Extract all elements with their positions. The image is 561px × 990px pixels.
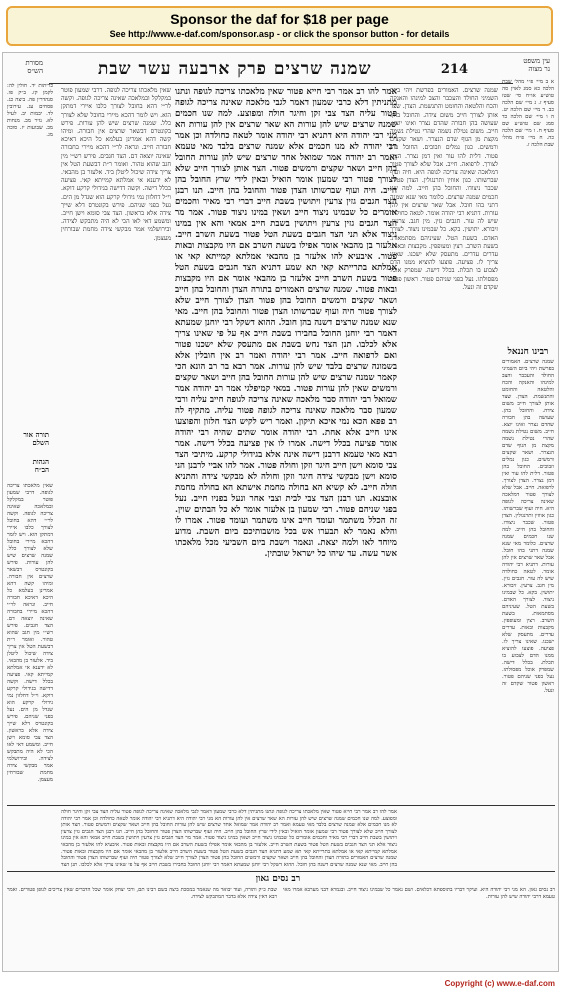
sponsor-details: See http://www.e-daf.com/sponsor.asp - or click the sponsor button - for details bbox=[109, 29, 450, 39]
gemara-main-text: אמר להו רב אמר רבי חייא פטור שאין מלאכתו צריכה לגופה ונתנו מתניתין דלא כרבי שמעון דאמר לגבי מלאכה שאינה צריכה לגופה פטור עליה הצד צבי זקן וחיגר חולה ומפוצע. למה שנו חכמים שמנה שרצים שיש להן עורות הא שאר שרצים אין להן עורות הא מני רבי יהודה היא דתניא רבי יהודה אומר לטאה כחולדה וכן אמר רבי יהודה לא מנו חכמים אלא שמנה שרצים בלבד מאי טעמא ואמר רב יהודה אמר שמואל אחד שרצים שיש להן עורות החובל בהן חייב ושאר שקצים ורמשים פטור. הצד אותן לצורך חייב שלא לצורך פטור רבי שמעון אומר הואיל ובאין לידי שרץ החובל בהן חייב. חיה ועוף שברשותו הצדן פטור והחובל בהן חייב. תנו רבנן הצד חגבים גזין צרעין ויתושין בשבת חייב דברי רבי מאיר וחכמים אומרים כל שבמינו ניצוד חייב ושאין במינו ניצוד פטור. אמר מר הצד חגבים גזין צרעין ויתושין בשבת חייב אמאי והא אין במינו ניצוד אלא תני הצד חגבים בשעת הטל פטור בשעת השרב חייב. אלעזר בן מהבאי אומר אפילו בשעת השרב אם היו מקבצות ובאות פטור. איבעיא להו אלעזר בן מהבאי אמלתא קמייתא קאי או אמלתא בתרייתא קאי תא שמע דתניא הצד חגבים בשעת הטל פטור בשעת השרב חייב אלעזר בן מהבאי אומר אם היו מקבצות ובאות פטור. שמנה שרצים האמורים בתורה הצדן והחובל בהן חייב ושאר שקצים ורמשים החובל בהן פטור הצדן לצורך חייב שלא לצורך פטור חיה ועוף שברשותו הצדן פטור והחובל בהן חייב. מאי שנא שמנה שרצים דשנה בהן חובל. ההוא דשקל רבי יוחנן שמעתא דאמר רבי יוחנן החובל בחבירו בשבת חייב אף על פי שאינו צריך אלא לכלבו. תנן הצד נחש בשבת אם מתעסק שלא ישכנו פטור ואם לרפואה חייב. אמר רבי יהודה ואמר רב אין חובלין אלא בשמונה שרצים בלבד שיש להן עורות. אמר רבא בר רב הונא הכי קאמר שמנה שרצים שיש להן עורות החובל בהן חייב ושאר שקצים ורמשים שאין להן עורות פטור. במאי קמיפלגי אמר רב יהודה אמר שמואל רבי יהודה סבר מלאכה שאינה צריכה לגופה חייב עליה ורבי שמעון סבר מלאכה שאינה צריכה לגופה פטור עליה. מתקיף לה רב פפא הכא נמי איכא תיקון. ואמר ריש לקיש הצד חלזון והפוצעו אינו חייב אלא אחת. רבי יהודה אומר שתים שהיה רבי יהודה אומר פציעה בכלל דישה. אמרו לו אין פציעה בכלל דישה. אמר רבא מאי טעמא דרבנן דישה אינה אלא בגידולי קרקע. מיתיבי הצד צבי סומא וישן חייב חיגר וזקן וחולה פטור. אמר להו אביי לרבנן הני סומא וישן מבקשי צידה חיגר וזקן וחולה לא מבקשי צידה והתניא חולה חייב. לא קשיא הא בחולה מחמת אישתא הא בחולה מחמת אובצנא. תנו רבנן הצד צבי לבית וצבי אחר ונעל בפניו חייב. נעל בפני שניהם פטור. רבי שמעון בן אלעזר אומר לא כל הבתים שוין. זה הכלל משתמר ועומד חייב אינו משתמר ועומד פטור. אמרו לו והלא נאמר לא תבערו אש בכל מושבותיכם ביום השבת. מדוע מיוחד לאו ולמה יצאת. ונאמר וישבת ביום השביעי מכל מלאכתו אשר עשה. עד שיהו כל ישראל שובתין. bbox=[175, 87, 397, 559]
masoret-hashas-label: מסורת הש״ס bbox=[25, 59, 43, 75]
ein-mishpat-label: עין משפט נר מצוה bbox=[523, 57, 550, 73]
footer-right-commentary: רב נסים גאון. הא מני רבי יהודה היא. ועיקר דבריו בתוספתא דכלאים. ושם נאמר כל שבמינו ניצוד חייב. ובגמרא דבני מערבא אמרו מאי טעמא דרבי יהודה שיש להן עורות. bbox=[283, 887, 555, 900]
tosafot-column: שאין מלאכתו צריכה לגופה. דרבי שמעון פוטר במקלקל ובמלאכה שאינה צריכה לגופה. וקשה לר״י דהא בחובל לצורך כלבו איירי דמתקן הוא. ויש לומר דהכא מיירי בחובל שלא לצורך כלל. שמנה שרצים שיש להן עורות. פירש בקונטרס דבשאר שרצים אין חבורה. ומיהו קשה דהא אמרינן בעלמא כל היכא דאיכא חבורה חייב. ונראה לר״י דהכא מיירי בחבורה שאינה יוצאה דם. הצד חגבים. פירש רש״י מין חגב שהוא טהור. ואומר ר״ת דבשעת הטל אין צריך צידה שיכול ליטלן ביד. אלעזר בן מהבאי. לא ידענא אי אמלתא קמייתא קאי. פציעה בכלל דישה. וקשה דדישה בגידולי קרקע דוקא. וי״ל דחלזון נמי גידולי קרקע הוא שגדל מן הים. נעל בפני שניהם. פירש בקונטרס דלא שייך צידה אלא בראשון. הצד צבי סומא וישן חייב. ומשמע דאי לאו הכי לא היה מתבקש לצידה. ובירושלמי אמר מבקשי צידה מחמת שבורחין מעצמן. bbox=[61, 87, 171, 242]
talmud-page bbox=[2, 52, 559, 972]
rabbeinu-chananel-heading: רבינו חננאל bbox=[507, 347, 549, 357]
sponsor-headline[interactable]: Sponsor the daf for $18 per page bbox=[170, 11, 389, 27]
glosses-label: הגהות הב״ח bbox=[32, 457, 49, 474]
rashi-column: שמנה שרצים. האמורים בפרשת ויהי ביום השמיני החולד והעכבר והצב למינהו והאנקה והכח והלטאה והחומט והתנשמת. הצדן. שצד אותן לצורך חייב משום צידה. והחובל בהן. שעושה בהן חבורה שהדם נצרר ואינו יוצא. חייב. משום נטילת נשמה שהרי נטילת נשמה מקצת מן הגוף שדם הנצרר. ושאר שקצים ורמשים. כגון נמלים וזבובים. החובל בהן פטור. דלית להו עור ואין דמן נצרר. הצדן לצורך. לרפואה. חייב. אבל שלא לצורך פטור דמלאכה שאינה צריכה לגופה היא. חיה ועוף שברשותו. כגון אווזין ותרנגולין. הצדן פטור. שכבר ניצודו. והחובל בהן חייב. למה שנו חכמים שמנה שרצים. כלומר מאי שנא שמנה דתני בהו חובל. אבל שאר שרצים אין להן עורות. דתניא רבי יהודה אומר. לטאה כחולדה שיש לה עור. חגבים גזין. מין חגב. צרעין. זיבורא. יתושין. בקא. כל שבמינו ניצוד. לצורך האדם. בשעת הטל. שעיניהם מסתמאות. בשעת השרב. רצין ומעופפין. מקבצות ובאות. עדרים עדרים. מתעסק שלא ישכנו. שאינו צריך לו. פציעה. פוצעו להוציא ממנו הדם לצבוע בו תכלת. בכלל דישה. שמפרק אוכל מפסולתו. נעל בפני שניהם פטור. ראשון פטור שקדם זה ונעל. bbox=[390, 87, 498, 291]
torah-or-label: תורה אור השלם bbox=[23, 430, 49, 447]
ein-mishpat-column: א ב מיי׳ פ״י מהל׳ שבת הלכה כא סמג לאוין סה טוש״ע או״ח סי׳ שטז סעיף ז. ג מיי׳ שם הלכה כב. ד מיי׳ שם הלכה יט. ה ו מיי׳ שם הלכה כד סמג שם טוש״ע שם סעיף ח. ז מיי׳ שם הלכה כה. ח מיי׳ פ״ח מהל׳ שבת הלכה ז. bbox=[502, 79, 554, 148]
hagahot-column: שאין מלאכתו צריכה לגופה. דרבי שמעון פוטר במקלקל ובמלאכה שאינה צריכה לגופה. וקשה לר״י דהא בחובל לצורך כלבו איירי דמתקן הוא. ויש לומר דהכא מיירי בחובל שלא לצורך כלל. שמנה שרצים שיש להן עורות. פירש בקונטרס דבשאר שרצים אין חבורה. ומיהו קשה דהא אמרינן בעלמא כל היכא דאיכא חבורה חייב. ונראה לר״י דהכא מיירי בחבורה שאינה יוצאה דם. הצד חגבים. פירש רש״י מין חגב שהוא טהור. ואומר ר״ת דבשעת הטל אין צריך צידה שיכול ליטלן ביד. אלעזר בן מהבאי. לא ידענא אי אמלתא קמייתא קאי. פציעה בכלל דישה. וקשה דדישה בגידולי קרקע דוקא. וי״ל דחלזון נמי גידולי קרקע הוא שגדל מן הים. נעל בפני שניהם. פירש בקונטרס דלא שייך צידה אלא בראשון. הצד צבי סומא וישן חייב. ומשמע דאי לאו הכי לא היה מתבקש לצידה. ובירושלמי אמר מבקשי צידה מחמת שבורחין מעצמן. bbox=[7, 483, 53, 783]
bottom-rule bbox=[7, 871, 555, 872]
rabbeinu-chananel-column: שמנה שרצים. האמורים בפרשת ויהי ביום השמיני החולד והעכבר והצב למינהו והאנקה והכח והלטאה והחומט והתנשמת. הצדן. שצד אותן לצורך חייב משום צידה. והחובל בהן. שעושה בהן חבורה שהדם נצרר ואינו יוצא. חייב. משום נטילת נשמה שהרי נטילת נשמה מקצת מן הגוף שדם הנצרר. ושאר שקצים ורמשים. כגון נמלים וזבובים. החובל בהן פטור. דלית להו עור ואין דמן נצרר. הצדן לצורך. לרפואה. חייב. אבל שלא לצורך פטור דמלאכה שאינה צריכה לגופה היא. חיה ועוף שברשותו. כגון אווזין ותרנגולין. הצדן פטור. שכבר ניצודו. והחובל בהן חייב. למה שנו חכמים שמנה שרצים. כלומר מאי שנא שמנה דתני בהו חובל. אבל שאר שרצים אין להן עורות. דתניא רבי יהודה אומר. לטאה כחולדה שיש לה עור. חגבים גזין. מין חגב. צרעין. זיבורא. יתושין. בקא. כל שבמינו ניצוד. לצורך האדם. בשעת הטל. שעיניהם מסתמאות. בשעת השרב. רצין ומעופפין. מקבצות ובאות. עדרים עדרים. מתעסק שלא ישכנו. שאינו צריך לו. פציעה. פוצעו להוציא ממנו הדם לצבוע בו תכלת. בכלל דישה. שמפרק אוכל מפסולתו. נעל בפני שניהם פטור. ראשון פטור שקדם זה ונעל. bbox=[502, 359, 554, 694]
rav-nissim-gaon-heading: רב נסים גאון bbox=[255, 874, 301, 884]
page-header bbox=[98, 57, 468, 81]
footer-rule bbox=[7, 805, 555, 806]
footer-left-commentary: שבת כ״ק ותורה, ועוד יבואר מה שנאמר במסכת ביצה בשם רבינו תם, ורבי יצחק אומר שכל הדברים שאין צריכים לגופן פטורים. ואמר רבא דאין צידה אלא בדבר המתבקש לצידה. bbox=[7, 887, 277, 900]
copyright-link[interactable]: Copyright (c) www.e-daf.com bbox=[444, 979, 555, 988]
commentary-block-upper: אמר להו רב אמר רבי חייא פטור שאין מלאכתו צריכה לגופה ונתנו מתניתין דלא כרבי שמעון דאמר לגבי מלאכה שאינה צריכה לגופה פטור עליה הצד צבי זקן וחיגר חולה ומפוצע. למה שנו חכמים שמנה שרצים שיש להן עורות הא שאר שרצים אין להן עורות הא מני רבי יהודה היא דתניא רבי יהודה אומר לטאה כחולדה וכן אמר רבי יהודה לא מנו חכמים אלא שמנה שרצים בלבד מאי טעמא ואמר רב יהודה אמר שמואל אחד שרצים שיש להן עורות החובל בהן חייב ושאר שקצים ורמשים פטור. הצד אותן לצורך חייב שלא לצורך פטור רבי שמעון אומר הואיל ובאין לידי שרץ החובל בהן חייב. חיה ועוף שברשותו הצדן פטור והחובל בהן חייב. תנו רבנן הצד חגבים גזין צרעין ויתושין בשבת חייב דברי רבי מאיר וחכמים אומרים כל שבמינו ניצוד חייב ושאין במינו ניצוד פטור. אמר מר הצד חגבים גזין צרעין ויתושין בשבת חייב אמאי והא אין במינו ניצוד אלא תני הצד חגבים בשעת הטל פטור בשעת השרב חייב. אלעזר בן מהבאי אומר אפילו בשעת השרב אם היו מקבצות ובאות פטור. איבעיא להו אלעזר בן מהבאי אמלתא קמייתא קאי או אמלתא בתרייתא קאי תא שמע דתניא הצד חגבים בשעת הטל פטור בשעת השרב חייב אלעזר בן מהבאי אומר אם היו מקבצות ובאות פטור. שמנה שרצים האמורים בתורה הצדן והחובל בהן חייב ושאר שקצים ורמשים החובל בהן פטור הצדן לצורך חייב שלא לצורך פטור חיה ועוף שברשותו הצדן פטור והחובל בהן חייב. מאי שנא שמנה שרצים דשנה בהן חובל. ההוא דשקל רבי יוחנן שמעתא דאמר רבי יוחנן החובל בחבירו בשבת חייב אף על פי שאינו צריך אלא לכלבו. תנן הצד bbox=[61, 809, 397, 867]
header-rule bbox=[49, 83, 513, 84]
page-title: שמנה שרצים פרק ארבעה עשר שבת bbox=[98, 59, 372, 79]
page-number: 214 bbox=[440, 61, 468, 77]
masoret-hashas-column: כריתות יד. חולין לה: לקמן קז. ב״ק פו. סנהדרין פה. ביצה כג. פסחים עג. עירובין לד. יבמות יב. לעיל לא. נזיר מב. מנחות מב. שבועות יז. סוכה מג. bbox=[7, 83, 53, 138]
sponsor-banner[interactable] bbox=[6, 6, 553, 46]
